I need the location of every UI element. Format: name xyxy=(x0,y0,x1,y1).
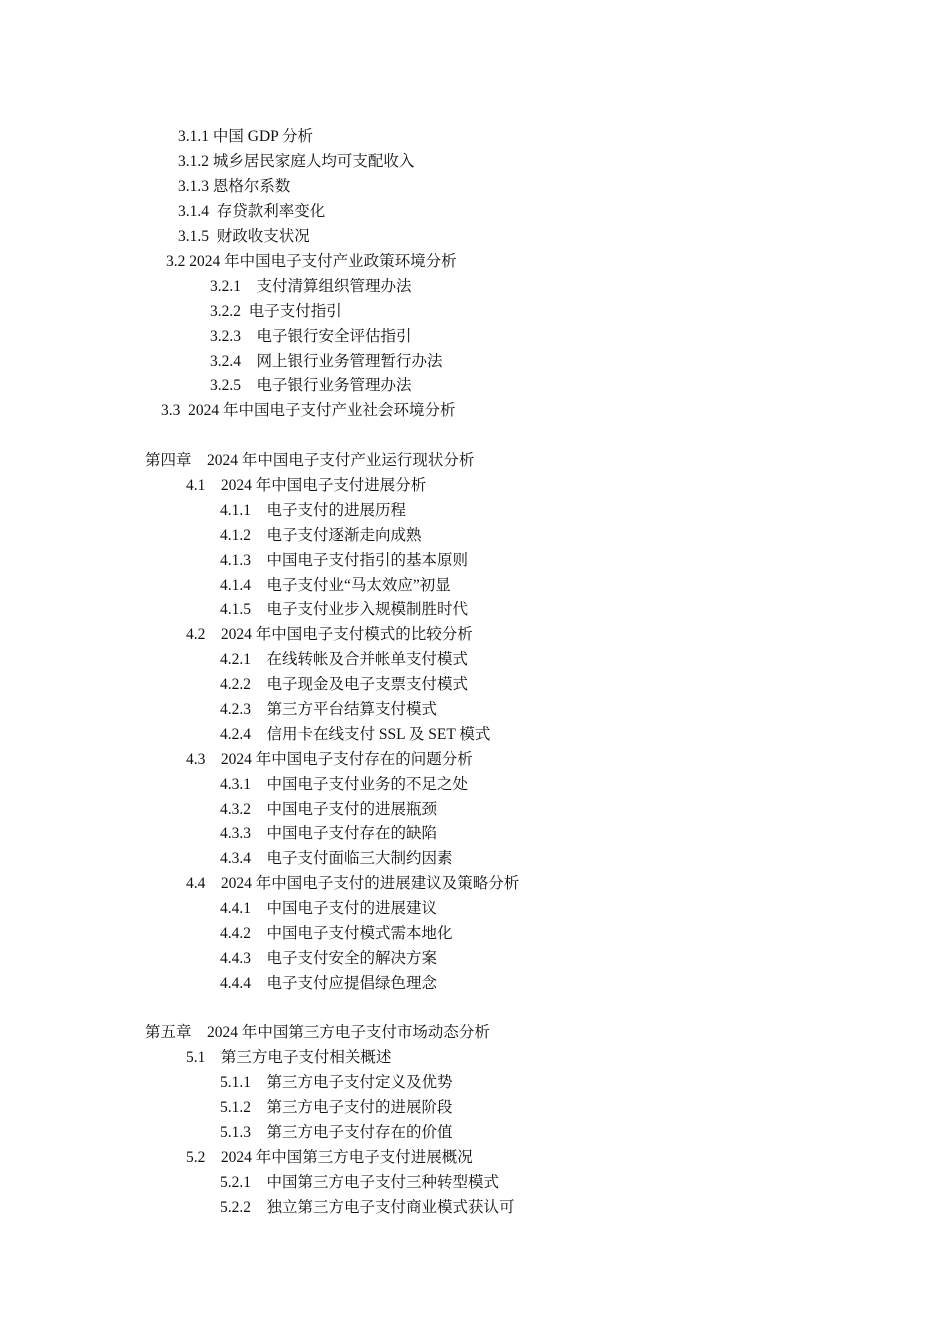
toc-entry: 4.3.2 中国电子支付的进展瓶颈 xyxy=(220,801,438,818)
toc-section: 3.2 2024 年中国电子支付产业政策环境分析 xyxy=(166,253,457,270)
toc-entry: 4.1.5 电子支付业步入规模制胜时代 xyxy=(220,601,469,618)
chapter-heading: 第四章 2024 年中国电子支付产业运行现状分析 xyxy=(145,452,475,469)
toc-entry: 4.1.3 中国电子支付指引的基本原则 xyxy=(220,552,469,569)
toc-entry: 4.1.4 电子支付业“马太效应”初显 xyxy=(220,577,451,594)
toc-entry: 4.2.3 第三方平台结算支付模式 xyxy=(220,701,438,718)
toc-entry: 4.2.1 在线转帐及合并帐单支付模式 xyxy=(220,651,469,668)
toc-entry: 4.3.1 中国电子支付业务的不足之处 xyxy=(220,776,469,793)
toc-entry: 3.2.1 支付清算组织管理办法 xyxy=(210,278,412,295)
toc-section: 5.1 第三方电子支付相关概述 xyxy=(186,1049,392,1066)
chapter-heading: 第五章 2024 年中国第三方电子支付市场动态分析 xyxy=(145,1024,490,1041)
toc-section: 5.2 2024 年中国第三方电子支付进展概况 xyxy=(186,1149,473,1166)
toc-entry: 3.1.1 中国 GDP 分析 xyxy=(178,128,314,145)
toc-entry: 5.2.2 独立第三方电子支付商业模式获认可 xyxy=(220,1199,515,1216)
toc-section: 4.4 2024 年中国电子支付的进展建议及策略分析 xyxy=(186,875,520,892)
toc-entry: 4.1.2 电子支付逐渐走向成熟 xyxy=(220,527,422,544)
toc-entry: 3.2.5 电子银行业务管理办法 xyxy=(210,377,412,394)
toc-section: 4.3 2024 年中国电子支付存在的问题分析 xyxy=(186,751,473,768)
toc-entry: 4.3.3 中国电子支付存在的缺陷 xyxy=(220,825,438,842)
toc-entry: 4.1.1 电子支付的进展历程 xyxy=(220,502,407,519)
toc-entry: 4.4.4 电子支付应提倡绿色理念 xyxy=(220,975,438,992)
toc-entry: 3.1.4 存贷款利率变化 xyxy=(178,203,326,220)
toc-entry: 5.2.1 中国第三方电子支付三种转型模式 xyxy=(220,1174,500,1191)
toc-entry: 3.2.3 电子银行安全评估指引 xyxy=(210,328,412,345)
toc-entry: 5.1.3 第三方电子支付存在的价值 xyxy=(220,1124,453,1141)
toc-entry: 3.1.2 城乡居民家庭人均可支配收入 xyxy=(178,153,415,170)
toc-entry: 3.1.3 恩格尔系数 xyxy=(178,178,291,195)
toc-entry: 3.1.5 财政收支状况 xyxy=(178,228,310,245)
toc-entry: 5.1.1 第三方电子支付定义及优势 xyxy=(220,1074,453,1091)
toc-entry: 4.2.2 电子现金及电子支票支付模式 xyxy=(220,676,469,693)
toc-entry: 3.2.2 电子支付指引 xyxy=(210,303,342,320)
toc-entry: 4.4.3 电子支付安全的解决方案 xyxy=(220,950,438,967)
toc-section: 4.1 2024 年中国电子支付进展分析 xyxy=(186,477,427,494)
toc-entry: 4.2.4 信用卡在线支付 SSL 及 SET 模式 xyxy=(220,726,491,743)
toc-entry: 4.3.4 电子支付面临三大制约因素 xyxy=(220,850,453,867)
toc-entry: 5.1.2 第三方电子支付的进展阶段 xyxy=(220,1099,453,1116)
toc-entry: 4.4.2 中国电子支付模式需本地化 xyxy=(220,925,453,942)
toc-entry: 4.4.1 中国电子支付的进展建议 xyxy=(220,900,438,917)
toc-section: 3.3 2024 年中国电子支付产业社会环境分析 xyxy=(161,402,456,419)
toc-section: 4.2 2024 年中国电子支付模式的比较分析 xyxy=(186,626,473,643)
toc-entry: 3.2.4 网上银行业务管理暂行办法 xyxy=(210,353,443,370)
